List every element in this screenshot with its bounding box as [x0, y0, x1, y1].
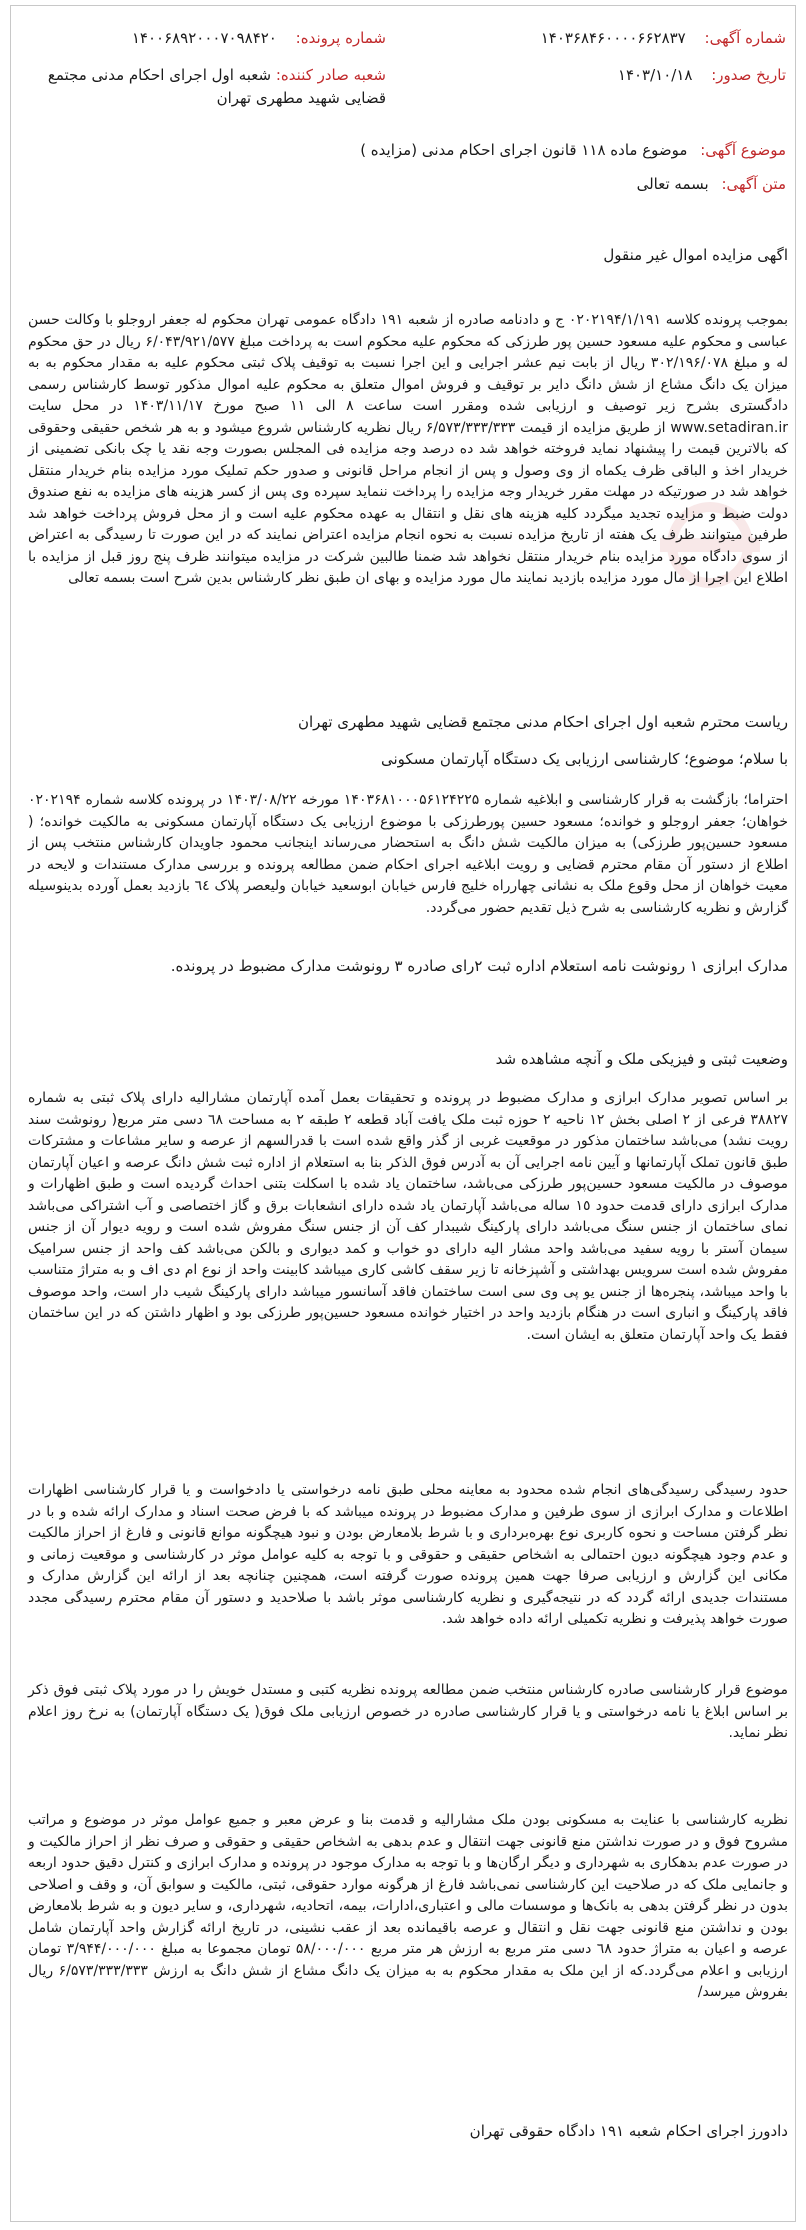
notice-title: اگهی مزایده اموال غیر منقول	[603, 246, 788, 264]
case-number: ۱۴۰۰۶۸۹۲۰۰۰۷۰۹۸۴۲۰	[131, 29, 277, 47]
subject-label: موضوع آگهی:	[700, 141, 786, 159]
subject-row	[360, 139, 786, 162]
case-number-row	[132, 27, 386, 50]
notice-body: بموجب پرونده کلاسه ۰۲۰۲۱۹۴/۱/۱۹۱ ج و دادنامه صادره از شعبه ۱۹۱ دادگاه عمومی تهران محکوم له جعفر اروجلو با وکالت حسن عباسی و محکوم علیه مسعود حسین پور طرزکی که محکوم علیه محکوم است به پرداخت مبلغ ۶/۰۴۳/۹۲۱/۵۷۷ ریال در حق محکوم له و مبلغ ۳۰۲/۱۹۶/۰۷۸ ریال از بابت نیم عشر اجرایی و این اجرا نسبت به توقیف پلاک ثبتی محکوم علیه به مقدار محکوم به به میزان یک دانگ مشاع از شش دانگ دایر بر توقیف و فروش اموال متعلق به محکوم علیه اموال مذکور توسط کارشناس رسمی دادگستری بشرح زیر توصیف و ارزیابی شده ومقرر است ساعت ۸ الی ۱۱ صبح مورخ ۱۴۰۳/۱۱/۱۷ در محل سایت www.setadiran.ir از طریق مزایده از قیمت ۶/۵۷۳/۳۳۳/۳۳۳ ریال نظریه کارشناس شروع میشود و به هر شخص حقیقی وحقوقی که بالاترین قیمت را پیشنهاد نماید فروخته خواهد شد ده درصد وجه مزایده فی المجلس بصورت وجه نقد یا چک بانکی تضمینی از خریدار اخذ و الباقی ظرف یکماه از وی وصول و پس از انجام مراحل قانونی و صدور حکم تملیک مورد مزایده بنام خریدار منتقل خواهد شد در صورتیکه در مهلت مقرر خریدار وجه مزایده را پرداخت ننماید سپرده وی پس از کسر هزینه های مزایده به نفع صندوق دولت ضبط و مزایده تجدید میگردد کلیه هزینه های نقل و انتقال به عهده محکوم علیه است و از محل فروش پرداخت خواهد شد طرفین میتوانند ظرف یک هفته از تاریخ مزایده نسبت به نحوه انجام مزایده اعتراض نمایند که در این صورت تا رسیدگی به اعتراض از سوی دادگاه مورد مزایده بنام خریدار منتقل نخواهد شد ضمنا طالبین شرکت در مزایده میتوانند ظرف پنج روز قبل از مزایده با اطلاع این اجرا از مال مورد مزایده بازدید نمایند مال مورد مزایده و بهای ان طبق نظر کارشناس بدین شرح است بسمه تعالی	[28, 312, 789, 586]
issue-date-row	[618, 64, 786, 87]
subject-value: موضوع ماده ۱۱۸ قانون اجرای احکام مدنی (مزایده )	[360, 141, 688, 159]
status-heading: وضعیت ثبتی و فیزیکی ملک و آنچه مشاهده شد	[495, 1050, 788, 1068]
text-value: بسمه تعالی	[636, 175, 709, 193]
ad-number-row	[541, 27, 786, 50]
status-body: بر اساس تصویر مدارک ابرازی و مدارک مضبوط در پرونده و تحقیقات بعمل آمده آپارتمان مشارالیه دارای پلاک ثبتی به شماره ۳۸۸۲۷ فرعی از ۲ اصلی بخش ۱۲ ناحیه ۲ حوزه ثبت ملک یافت آباد قطعه ۲ طبقه ۲ به مساحت ٦٨ دسی متر مربع( رونوشت سند رویت نشد) می‌باشد ساختمان مذکور در موقعیت غربی از گذر واقع شده است با قدرالسهم از عرصه و سایر مشاعات و مشترکات طبق قانون تملک آپارتمانها و آیین نامه اجرایی آن به آدرس فوق الذکر بنا به استعلام از اداره ثبت شش دانگ عرصه و اعیان آپارتمان موصوف در مالکیت مسعود حسین‌پور طرزکی می‌باشد، ساختمان یاد شده با اسکلت بتنی احداث گردیده است و طبق اظهارات و مدارک ابرازی دارای قدمت حدود ١٥ ساله می‌باشد آپارتمان یاد شده دارای انشعابات برق و گاز اختصاصی و آب اشتراکی می‌باشد نمای ساختمان از جنس سنگ می‌باشد دارای پارکینگ شیبدار کف آن از جنس سنگ مفروش شده است و رویه دیوار آن از جنس سیمان آستر با رویه سفید می‌باشد واحد مشار الیه دارای دو خواب و کمد دیواری و بالکن می‌باشد کف واحد از جنس سرامیک مفروش شده است سرویس بهداشتی و آشپزخانه تا زیر سقف کاشی کاری میباشد کابینت واحد از نوع ام دی اف و به متراژ متناسب با واحد میباشد، پنجره‌ها از جنس یو پی وی سی است ساختمان فاقد آسانسور میباشد دارای پارکینگ شیب دار است، واحد موصوف فاقد پارکینگ و انباری است در هنگام بازدید واحد در اختیار خوانده مسعود حسین‌پور طرزکی بود و اظهار داشتن که در این ساختمان فقط یک واحد آپارتمان متعلق به ایشان است.	[28, 1090, 788, 1343]
text-label: متن آگهی:	[721, 175, 786, 193]
report-documents: مدارک ابرازی ۱ رونوشت نامه استعلام اداره ثبت ۲رای صادره ۳ رونوشت مدارک مضبوط در پرونده.	[170, 957, 788, 975]
signature: دادورز اجرای احکام شعبه ۱۹۱ دادگاه حقوقی تهران	[469, 2122, 788, 2140]
ad-number: ۱۴۰۳۶۸۴۶۰۰۰۰۶۶۲۸۳۷	[540, 29, 686, 47]
issuing-branch: شعبه اول اجرای احکام مدنی مجتمع قضایی شهید مطهری تهران	[47, 66, 386, 107]
report-addressee: ریاست محترم شعبه اول اجرای احکام مدنی مجتمع قضایی شهید مطهری تهران	[297, 713, 788, 731]
subject-body: موضوع قرار کارشناسی صادره کارشناس منتخب ضمن مطالعه پرونده نظریه کتبی و مستدل خویش را در مورد پلاک ثبتی فوق ذکر بر اساس ابلاغ یا نامه درخواستی و یا قرار کارشناسی صادره در خصوص ارزیابی ملک فوق( یک دستگاه آپارتمان) به نرخ روز اعلام نظر نماید.	[28, 1682, 788, 1741]
issue-date: ۱۴۰۳/۱۰/۱۸	[617, 66, 693, 84]
issuing-branch-label: شعبه صادر کننده:	[275, 66, 386, 84]
issue-date-label: تاریخ صدور:	[711, 66, 786, 84]
issuing-branch-row	[46, 64, 386, 110]
report-greeting: با سلام؛ موضوع؛ کارشناسی ارزیابی یک دستگاه آپارتمان مسکونی	[380, 750, 788, 768]
ad-number-label: شماره آگهی:	[704, 29, 786, 47]
text-row	[637, 173, 786, 196]
scope-body: حدود رسیدگی رسیدگی‌های انجام شده محدود به معاینه محلی طبق نامه درخواستی یا دادخواست و یا قرار کارشناسی اظهارات اطلاعات و مدارک ابرازی از سوی طرفین و مدارک مضبوط در پرونده میباشد که با فرض صحت اسناد و مدارک ارائه شده و با در نظر گرفتن مساحت و نحوه کاربری نوع بهره‌برداری و با شرط بلامعارض بودن و نبود هیچگونه موانع قانونی و فارغ از احراز مالکیت و عدم وجود هیچگونه دیون احتمالی به اشخاص حقیقی و حقوقی و با توجه به کلیه عوامل موثر در کارشناسی و موقعیت زمانی و مکانی این گزارش و ارزیابی صرفا جهت همین پرونده صورت گرفته است، همچنین چنانچه بعد از ارائه این گزارش مدارک و مستندات جدیدی ارائه گردد که در نتیجه‌گیری و نظریه کارشناسی موثر باشد با صلاحدید و دستور آن مقام محترم رسیدگی مجدد صورت خواهد پذیرفت و نظریه تکمیلی ارائه داده خواهد شد.	[28, 1482, 788, 1627]
report-intro: احتراما؛ بازگشت به قرار کارشناسی و ابلاغیه شماره ۱۴۰۳۶۸۱۰۰۰۵۶۱۲۴۲۲۵ مورخه ۱۴۰۳/۰۸/۲۲ در پرونده کلاسه شماره ۰۲۰۲۱۹۴ خواهان؛ جعفر اروجلو و خوانده؛ مسعود حسین پورطرزکی با موضوع ارزیابی یک دستگاه آپارتمان مسکونی به مالکیت خوانده؛ ( مسعود حسین‌پور طرزکی) به میزان مالکیت شش دانگ به استحضار می‌رساند اینجانب محمود جاویدان کارشناس منتخب پس از اطلاع از دستور آن مقام محترم قضایی و رویت ابلاغیه اجرای احکام ضمن مطالعه پرونده و بررسی مدارک مستندات و لایحه در معیت خواهان از محل وقوع ملک به نشانی چهارراه خلیج فارس خیابان ابوسعید خیابان ولیعصر پلاک ٦٤ بازدید بعمل آورده بدینوسیله گزارش و نظریه کارشناسی به شرح ذیل تقدیم حضور می‌گردد.	[28, 792, 788, 916]
case-number-label: شماره پرونده:	[295, 29, 386, 47]
opinion-body: نظریه کارشناسی با عنایت به مسکونی بودن ملک مشارالیه و قدمت بنا و عرض معبر و جمیع عوامل موثر در موضوع و مراتب مشروح فوق و در صورت نداشتن منع قانونی جهت انتقال و عدم بدهی به اشخاص حقیقی و حقوقی و صرف نظر از احراز مالکیت و در صورت عدم بدهکاری به شهرداری و دیگر ارگان‌ها و با توجه به مدارک موجود در پرونده و مدارک ابرازی و کنترل دقیق حدود اربعه و جانمایی ملک که در صلاحیت این کارشناسی نمی‌باشد فارغ از هرگونه موارد حقوقی، ثبتی، مالکیت و سوابق آن، و وقف و اصلاحی بدون در نظر گرفتن بدهی به بانک‌ها و موسسات مالی و اعتباری،ادارات، بیمه، اتحادیه، شهرداری، و سایر دیون و به شرط بلامعارض بودن و نداشتن منع قانونی جهت نقل و انتقال و عرصه باقیمانده بعد از عقب نشینی، در تاریخ ارائه گزارش واحد آپارتمان شامل عرصه و اعیان به متراژ حدود ٦٨ دسی متر مربع به ارزش هر متر مربع ۵۸/۰۰۰/۰۰۰ تومان مجموعا به مبلغ ۳/۹۴۴/۰۰۰/۰۰۰ تومان ارزیابی و اعلام می‌گردد.که از این ملک به مقدار محکوم به به میزان یک دانگ مشاع از شش دانگ به ارزش ۶/۵۷۳/۳۳۳/۳۳۳ ریال بفروش میرسد/	[28, 1812, 789, 2000]
